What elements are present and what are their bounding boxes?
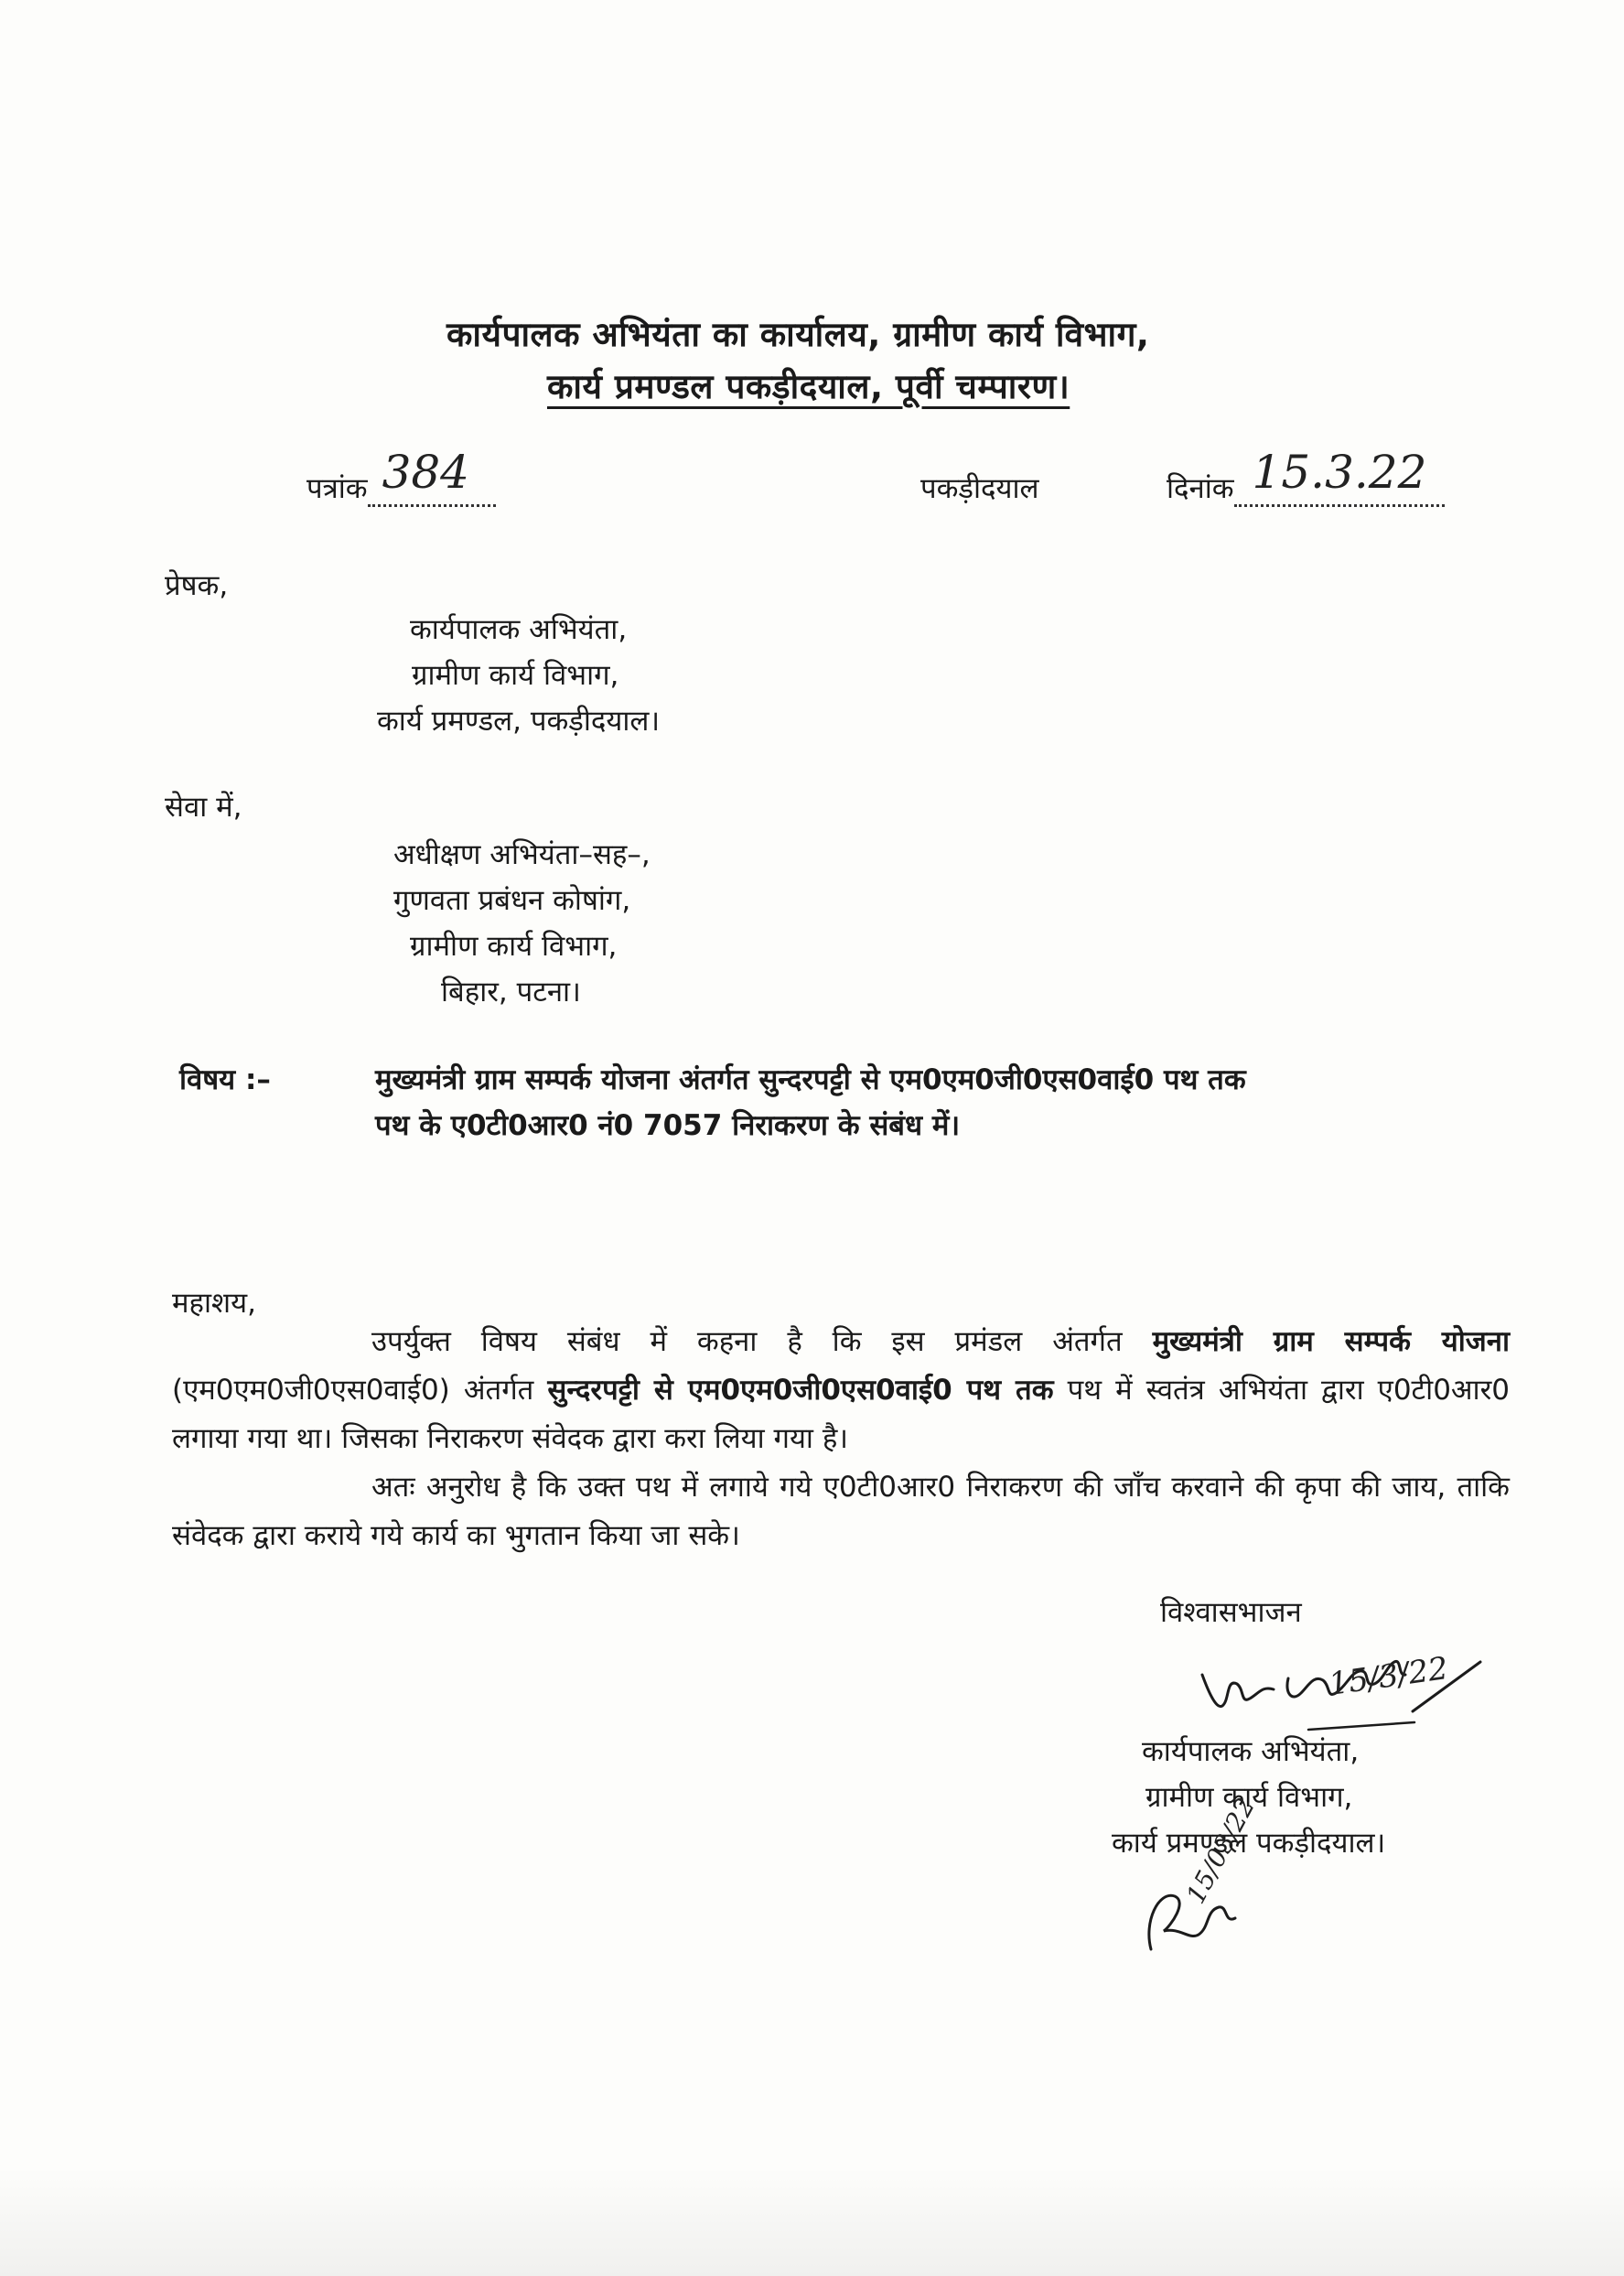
p1-scheme-name: मुख्यमंत्री ग्राम सम्पर्क योजना <box>1152 1325 1510 1358</box>
sender-line-2: ग्रामीण कार्य विभाग, <box>412 659 619 692</box>
p1-text-e: पथ में स्वतंत्र अभियंता द्वारा ए0टी0आर0 लगाया गया था। जिसका निराकरण संवेदक द्वारा करा लिया गया है। <box>172 1374 1511 1455</box>
recipient-line-4: बिहार, पटना। <box>441 976 581 1009</box>
closing-line-3: कार्य प्रमण्डल पकड़ीदयाल। <box>1112 1827 1386 1860</box>
subject-label: विषय :– <box>179 1063 271 1096</box>
p2-text: अतः अनुरोध है कि उक्त पथ में लगाये गये ए0टी0आर0 निराकरण की जाँच करवाने की कृपा की जाय, ताकि संवेदक द्वारा कराये गये कार्य का भुगतान किया जा सके। <box>172 1471 1510 1552</box>
sender-line-1: कार्यपालक अभियंता, <box>410 613 628 646</box>
closing-line-2: ग्रामीण कार्य विभाग, <box>1145 1781 1353 1814</box>
date-field <box>1167 446 1445 507</box>
reference-number <box>307 446 496 507</box>
body-paragraph-1 <box>172 1318 1510 1463</box>
recipient-label: सेवा में, <box>165 791 242 824</box>
sender-label: प्रेषक, <box>165 569 229 602</box>
closing-line-1: कार्यपालक अभियंता, <box>1142 1735 1360 1768</box>
body-paragraph-2 <box>172 1463 1510 1560</box>
salutation: महाशय, <box>172 1287 256 1320</box>
signature-date: 15/3/22 <box>1326 1650 1451 1703</box>
office-title-line1: कार्यपालक अभियंता का कार्यालय, ग्रामीण कार्य विभाग, <box>446 315 1150 354</box>
recipient-line-1: अधीक्षण अभियंता–सह–, <box>393 838 651 871</box>
subject-line-2: पथ के ए0टी0आर0 नं0 7057 निराकरण के संबंध में। <box>375 1109 961 1142</box>
valediction: विश्वासभाजन <box>1160 1596 1302 1629</box>
initials-date: 15/03/22 <box>1180 1792 1262 1909</box>
recipient-line-2: गुणवता प्रबंधन कोषांग, <box>393 884 631 917</box>
p1-road-name: सुन्दरपट्टी से एम0एम0जी0एस0वाई0 पथ तक <box>547 1374 1054 1407</box>
date-value: 15.3.22 <box>1252 446 1427 499</box>
p1-text-a: उपर्युक्त विषय संबंध में कहना है कि इस प्रमंडल अंतर्गत <box>371 1325 1153 1358</box>
date-label: दिनांक <box>1167 472 1234 505</box>
office-title-line2: कार्य प्रमण्डल पकड़ीदयाल, पूर्वी चम्पारण। <box>547 367 1070 406</box>
p1-text-c: (एम0एम0जी0एस0वाई0) अंतर्गत <box>172 1374 548 1407</box>
subject-line-1: मुख्यमंत्री ग्राम सम्पर्क योजना अंतर्गत सुन्दरपट्टी से एम0एम0जी0एस0वाई0 पथ तक <box>375 1063 1246 1096</box>
reference-value: 384 <box>382 446 469 499</box>
sender-line-3: कार्य प्रमण्डल, पकड़ीदयाल। <box>377 705 661 738</box>
place-name: पकड़ीदयाल <box>920 472 1039 505</box>
recipient-line-3: ग्रामीण कार्य विभाग, <box>410 930 618 963</box>
page-edge-shadow <box>0 2166 1624 2276</box>
reference-label: पत्रांक <box>307 472 368 505</box>
